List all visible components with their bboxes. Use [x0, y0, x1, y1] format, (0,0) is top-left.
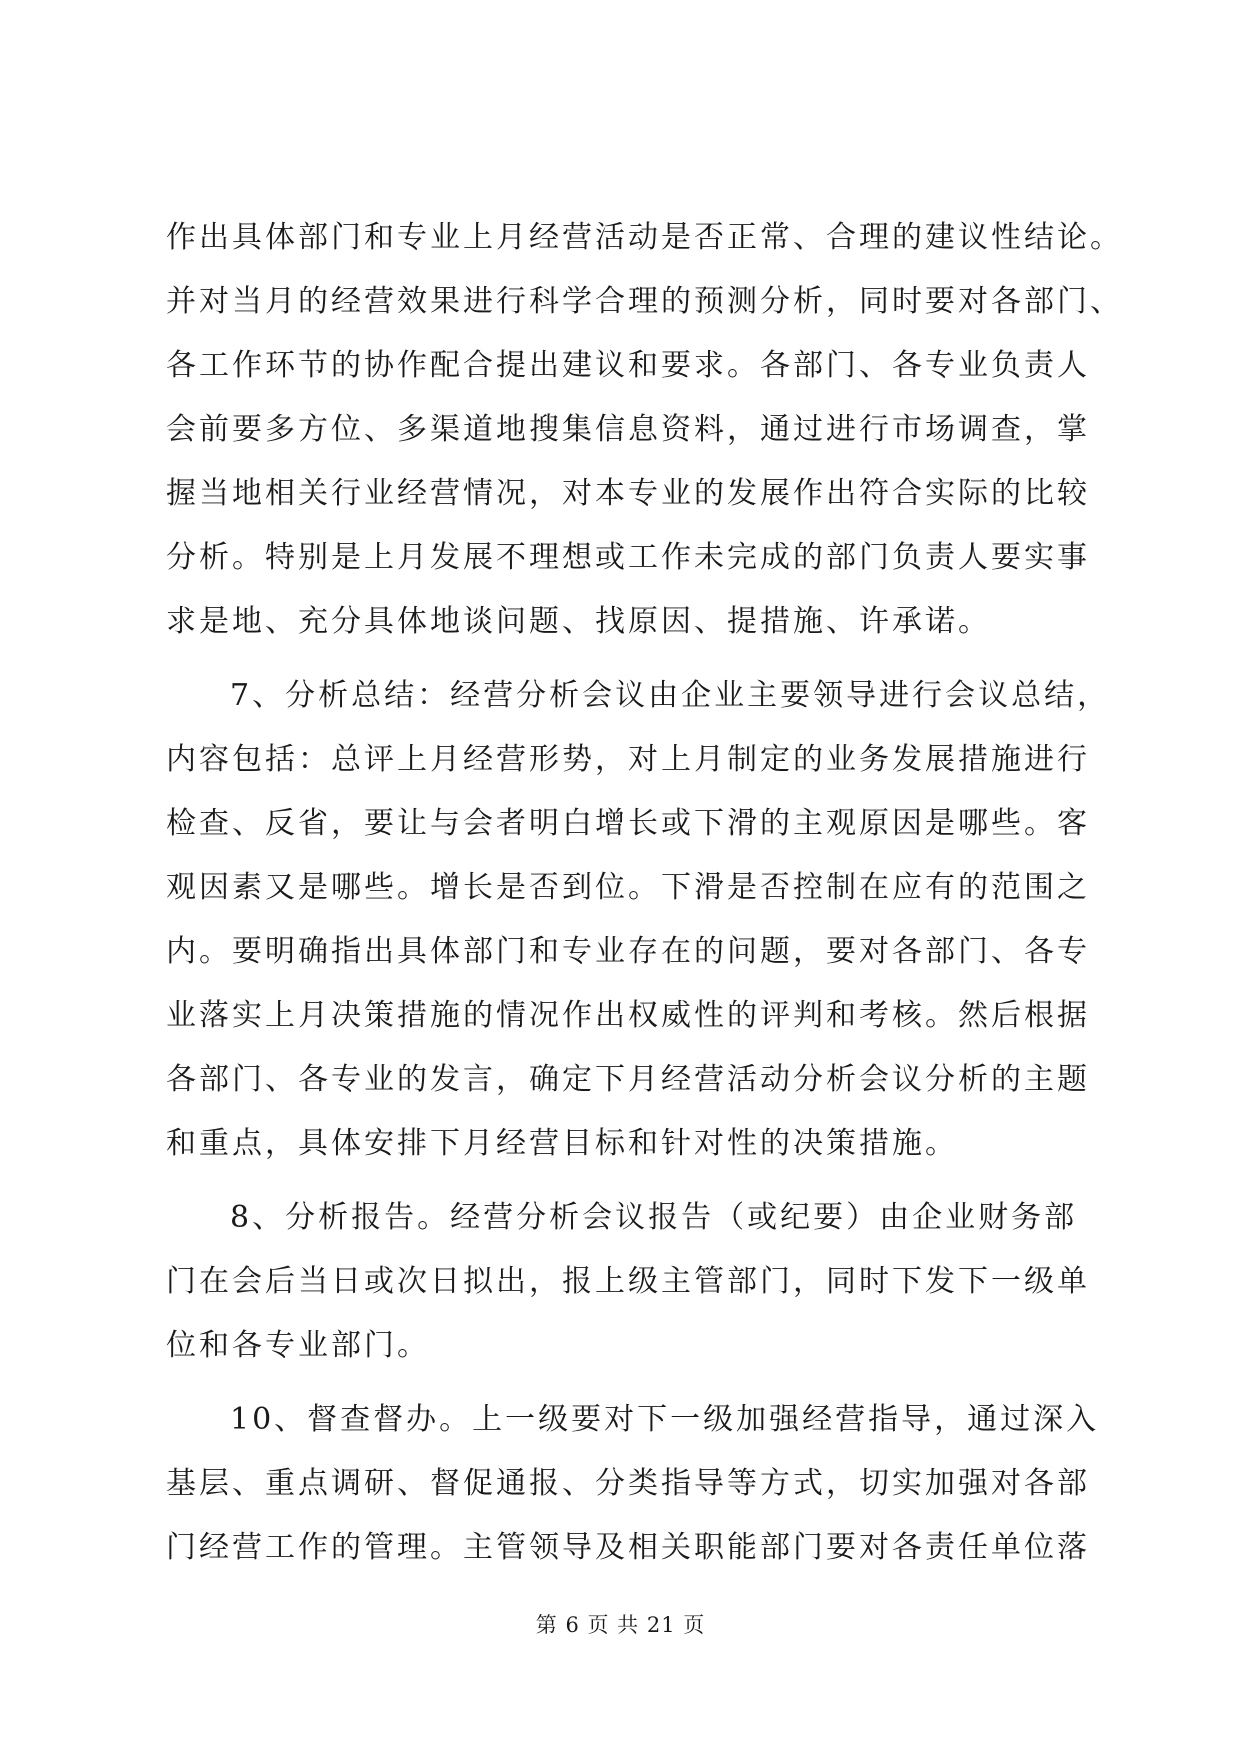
body-text-line: 位和各专业部门。: [166, 1328, 430, 1363]
body-text-line: 分析。特别是上月发展不理想或工作未完成的部门负责人要实事: [166, 540, 1090, 575]
page-number-footer: 第 6 页 共 21 页: [535, 1613, 706, 1637]
body-text-line: 和重点，具体安排下月经营目标和针对性的决策措施。: [166, 1126, 958, 1161]
body-text-line: 检查、反省，要让与会者明白增长或下滑的主观原因是哪些。客: [166, 806, 1090, 841]
body-text-line: 门经营工作的管理。主管领导及相关职能部门要对各责任单位落: [166, 1530, 1090, 1565]
body-text-line: 握当地相关行业经营情况，对本专业的发展作出符合实际的比较: [166, 476, 1090, 511]
section-10-heading-line: 10、督查督办。上一级要对下一级加强经营指导，通过深入: [230, 1402, 1100, 1437]
section-7-heading-line: 7、分析总结：经营分析会议由企业主要领导进行会议总结，: [230, 678, 1111, 713]
body-text-line: 各工作环节的协作配合提出建议和要求。各部门、各专业负责人: [166, 348, 1090, 383]
body-text-line: 会前要多方位、多渠道地搜集信息资料，通过进行市场调查，掌: [166, 412, 1090, 447]
body-text-line: 内容包括：总评上月经营形势，对上月制定的业务发展措施进行: [166, 742, 1090, 777]
body-text-line: 作出具体部门和专业上月经营活动是否正常、合理的建议性结论。: [166, 220, 1123, 255]
section-8-heading-line: 8、分析报告。经营分析会议报告（或纪要）由企业财务部: [230, 1200, 1078, 1235]
body-text-line: 并对当月的经营效果进行科学合理的预测分析，同时要对各部门、: [166, 284, 1123, 319]
body-text-line: 内。要明确指出具体部门和专业存在的问题，要对各部门、各专: [166, 934, 1090, 969]
body-text-line: 观因素又是哪些。增长是否到位。下滑是否控制在应有的范围之: [166, 870, 1090, 905]
body-text-line: 基层、重点调研、督促通报、分类指导等方式，切实加强对各部: [166, 1466, 1090, 1501]
body-text-line: 业落实上月决策措施的情况作出权威性的评判和考核。然后根据: [166, 998, 1090, 1033]
body-text-line: 门在会后当日或次日拟出，报上级主管部门，同时下发下一级单: [166, 1264, 1090, 1299]
body-text-line: 各部门、各专业的发言，确定下月经营活动分析会议分析的主题: [166, 1062, 1090, 1097]
body-text-line: 求是地、充分具体地谈问题、找原因、提措施、许承诺。: [166, 604, 991, 639]
